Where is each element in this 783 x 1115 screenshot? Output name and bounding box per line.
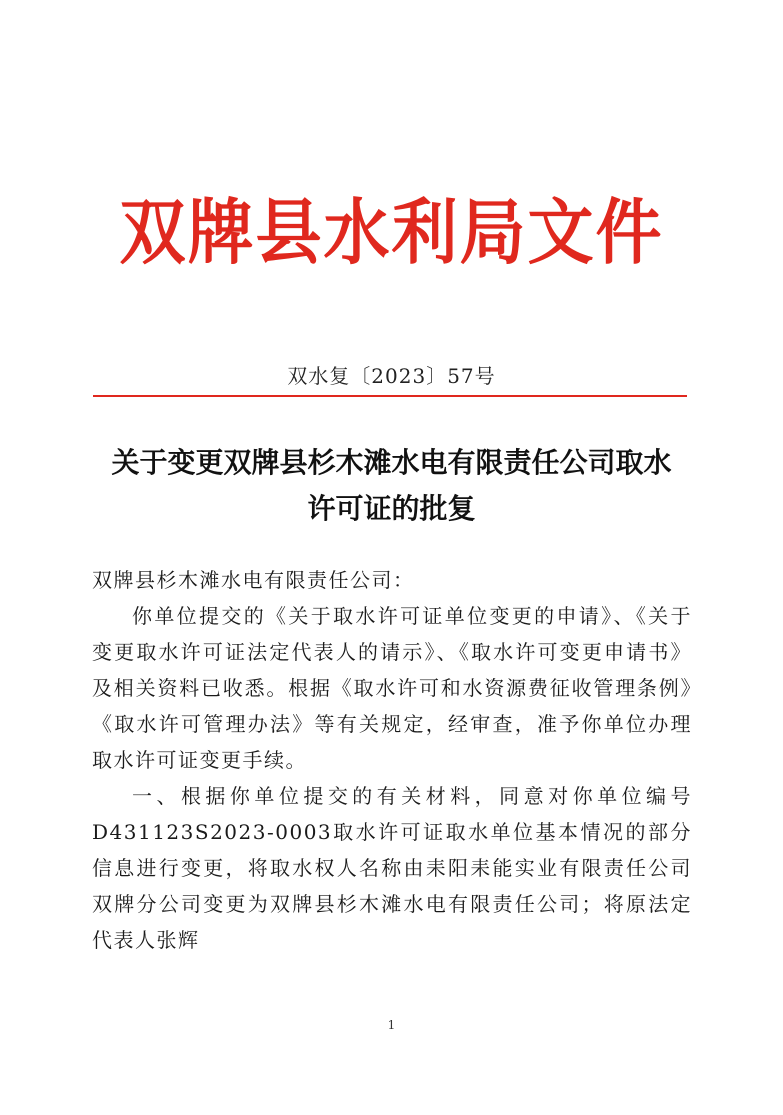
title-line-1: 关于变更双牌县杉木滩水电有限责任公司取水 xyxy=(111,446,672,479)
body-paragraph: 你单位提交的《关于取水许可证单位变更的申请》、《关于变更取水许可证法定代表人的请示》、《取水许可变更申请书》及相关资料已收悉。根据《取水许可和水资源费征收管理条例》《取水许可管理办法》等有关规定，经审查，准予你单位办理取水许可证变更手续。 xyxy=(92,604,692,772)
issuer-header: 双牌县水利局文件 xyxy=(119,190,664,275)
body-paragraph: 一、根据你单位提交的有关材料，同意对你单位编号D431123S2023-0003取水许可证取水单位基本情况的部分信息进行变更，将取水权人名称由耒阳耒能实业有限责任公司双牌分公司变更为双牌县杉木滩水电有限责任公司；将原法定代表人张辉 xyxy=(92,784,692,952)
salutation: 双牌县杉木滩水电有限责任公司： xyxy=(92,568,415,592)
title-line-2: 许可证的批复 xyxy=(307,492,476,525)
document-number: 双水复〔2023〕57号 xyxy=(287,364,496,388)
page-number: 1 xyxy=(387,1018,396,1032)
document-body xyxy=(92,562,692,958)
red-divider-line xyxy=(93,395,687,397)
document-title xyxy=(60,440,723,532)
